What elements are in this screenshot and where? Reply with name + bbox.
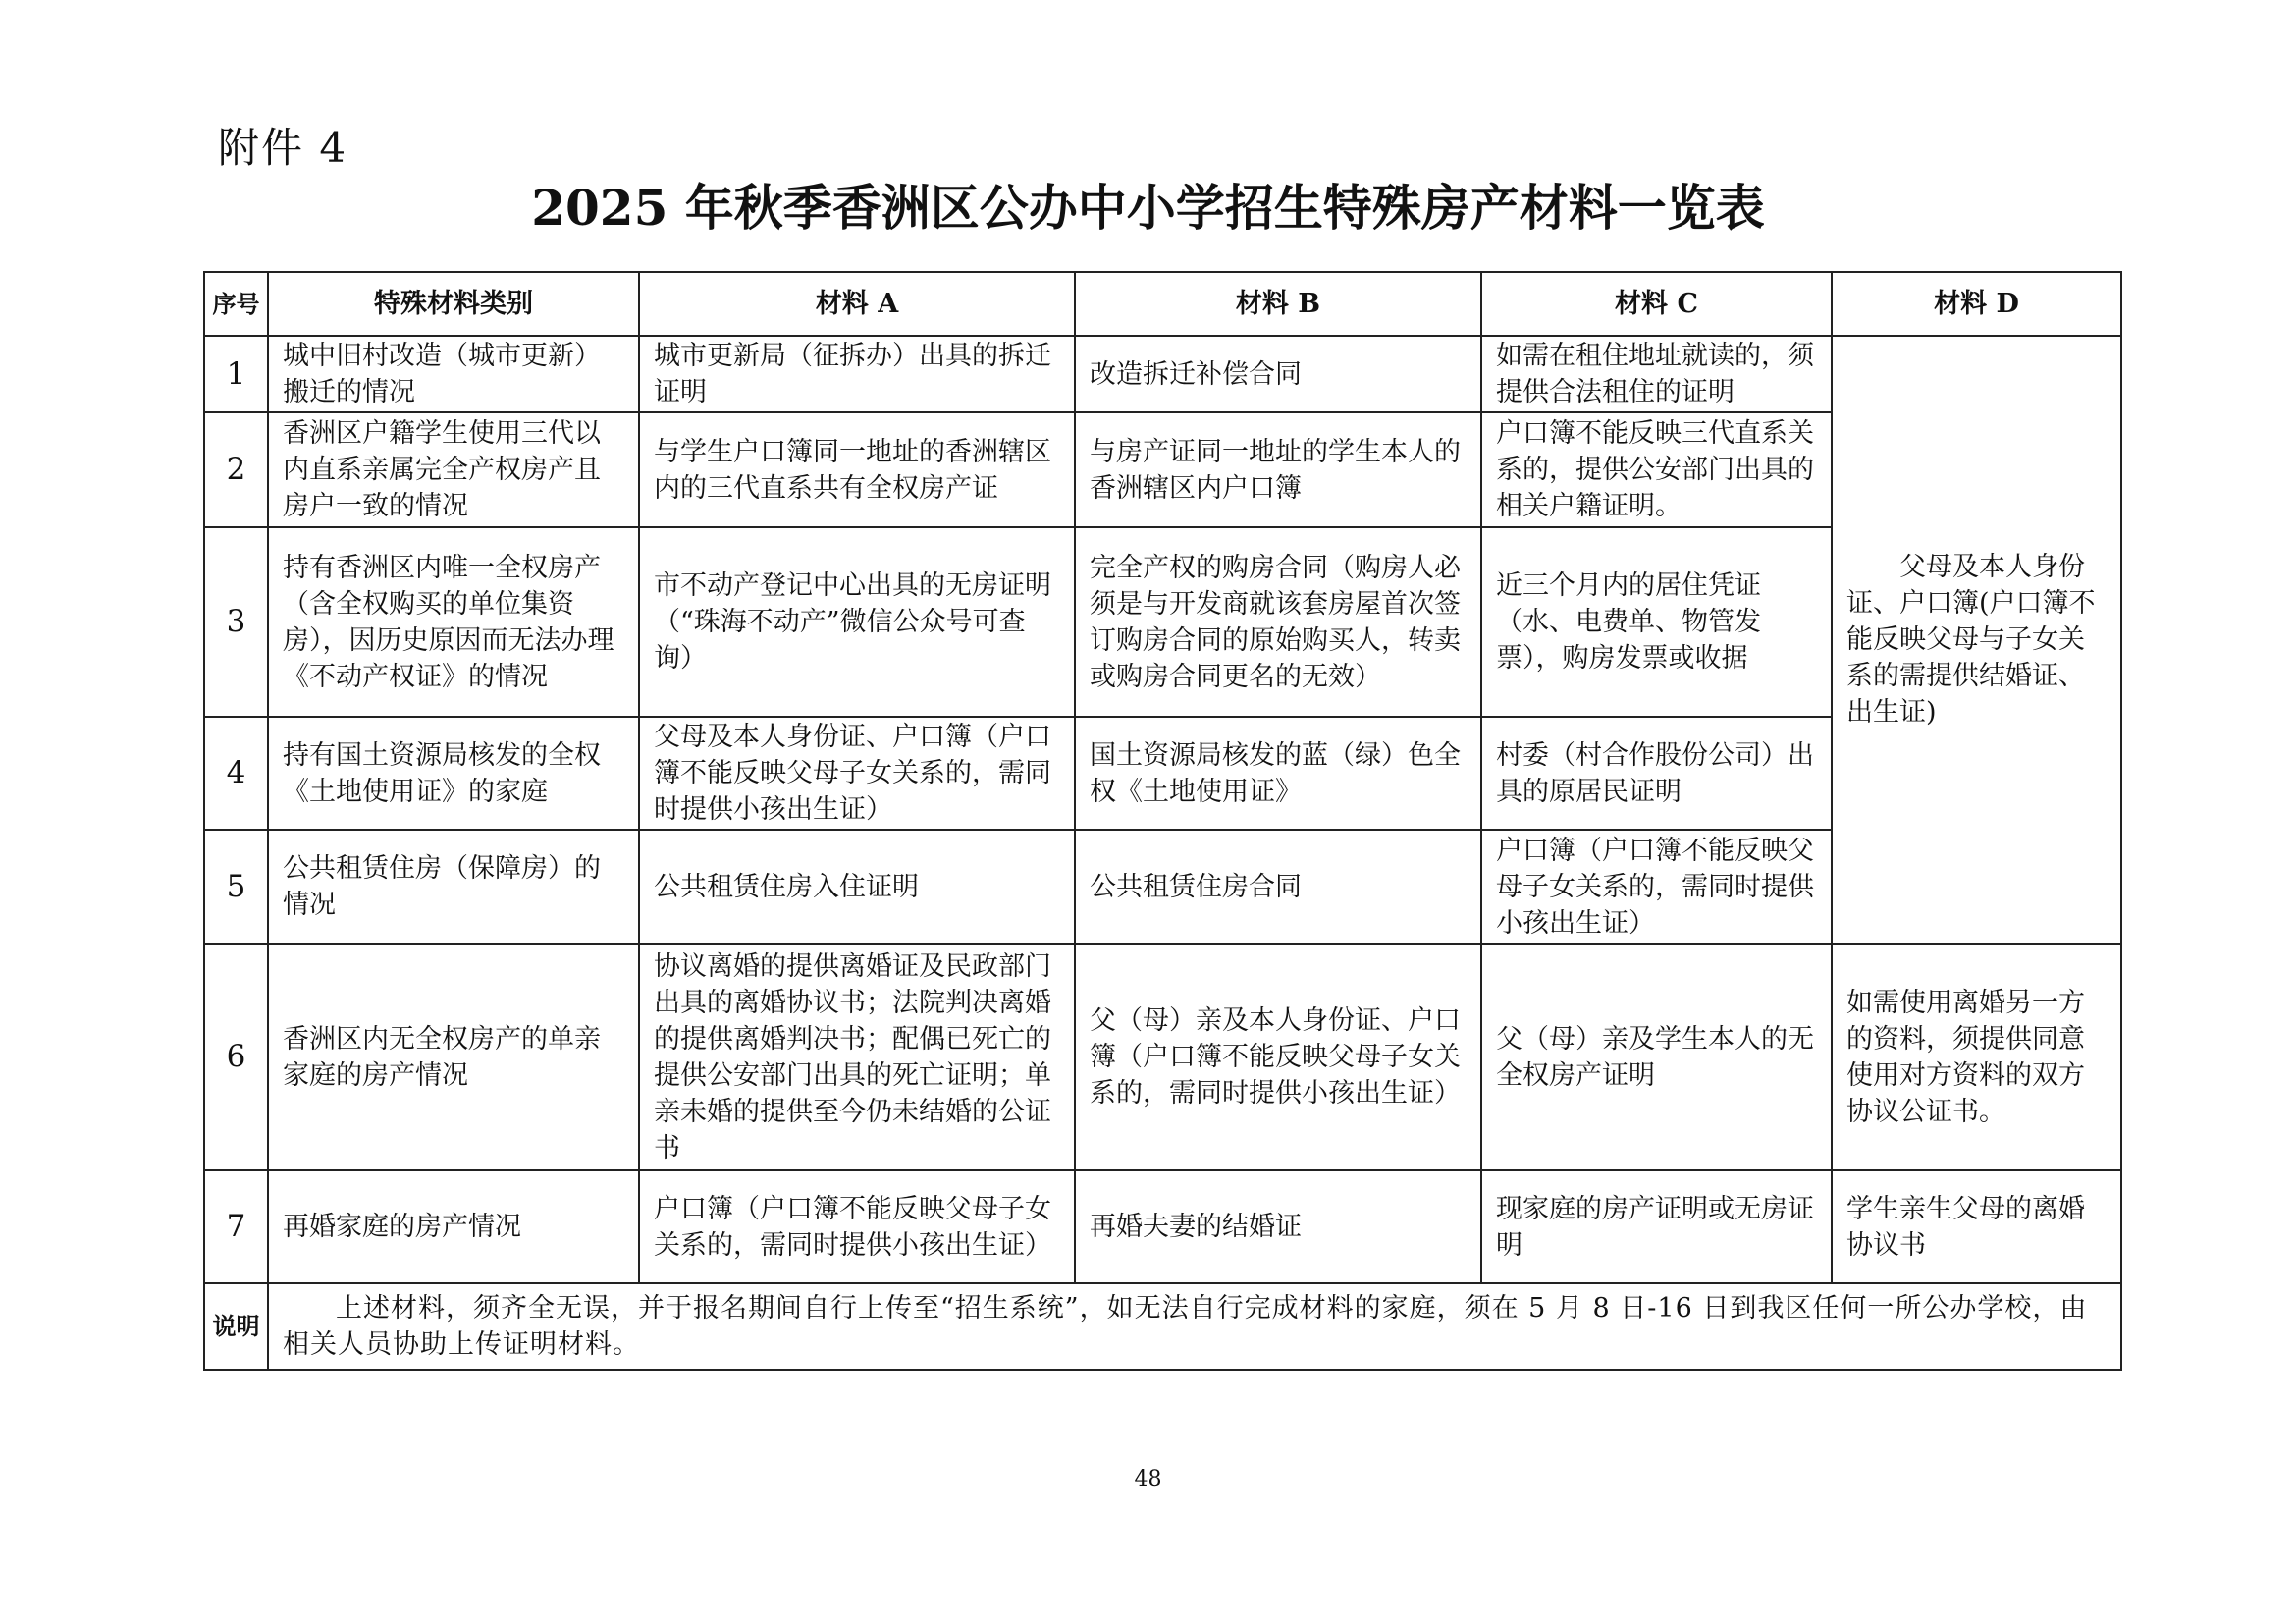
row-material-b: 父（母）亲及本人身份证、户口簿（户口簿不能反映父母子女关系的，需同时提供小孩出生证） (1075, 944, 1481, 1170)
row-material-d: 如需使用离婚另一方的资料，须提供同意使用对方资料的双方协议公证书。 (1832, 944, 2121, 1170)
table-row (204, 336, 2121, 412)
row-category: 持有香洲区内唯一全权房产（含全权购买的单位集资房），因历史原因而无法办理《不动产权证》的情况 (268, 527, 639, 717)
row-category: 城中旧村改造（城市更新）搬迁的情况 (268, 336, 639, 412)
row-material-b: 再婚夫妻的结婚证 (1075, 1170, 1481, 1283)
header-material-d: 材料 D (1832, 272, 2121, 336)
row-material-b: 改造拆迁补偿合同 (1075, 336, 1481, 412)
row-material-c: 现家庭的房产证明或无房证明 (1481, 1170, 1832, 1283)
note-row (204, 1283, 2121, 1370)
header-no: 序号 (204, 272, 268, 336)
row-material-c: 户口簿不能反映三代直系关系的，提供公安部门出具的相关户籍证明。 (1481, 412, 1832, 527)
attachment-label: 附件 4 (218, 124, 348, 172)
row-category: 公共租赁住房（保障房）的情况 (268, 830, 639, 944)
row-material-b: 国土资源局核发的蓝（绿）色全权《土地使用证》 (1075, 717, 1481, 830)
row-number: 4 (204, 717, 268, 830)
row-material-b: 完全产权的购房合同（购房人必须是与开发商就该套房屋首次签订购房合同的原始购买人，转卖或购房合同更名的无效） (1075, 527, 1481, 717)
row-material-c: 村委（村合作股份公司）出具的原居民证明 (1481, 717, 1832, 830)
page-title: 2025 年秋季香洲区公办中小学招生特殊房产材料一览表 (531, 179, 1765, 237)
materials-table (203, 271, 2122, 1371)
note-label: 说明 (204, 1283, 268, 1370)
row-material-a: 与学生户口簿同一地址的香洲辖区内的三代直系共有全权房产证 (639, 412, 1075, 527)
row-material-c: 近三个月内的居住凭证（水、电费单、物管发票），购房发票或收据 (1481, 527, 1832, 717)
row-material-a: 户口簿（户口簿不能反映父母子女关系的，需同时提供小孩出生证） (639, 1170, 1075, 1283)
row-number: 6 (204, 944, 268, 1170)
row-category: 再婚家庭的房产情况 (268, 1170, 639, 1283)
row-number: 5 (204, 830, 268, 944)
row-category: 持有国土资源局核发的全权《土地使用证》的家庭 (268, 717, 639, 830)
row-number: 3 (204, 527, 268, 717)
row-material-a: 父母及本人身份证、户口簿（户口簿不能反映父母子女关系的，需同时提供小孩出生证） (639, 717, 1075, 830)
row-number: 1 (204, 336, 268, 412)
page-number: 48 (1134, 1467, 1162, 1491)
row-material-c: 父（母）亲及学生本人的无全权房产证明 (1481, 944, 1832, 1170)
row-material-b: 公共租赁住房合同 (1075, 830, 1481, 944)
row-number: 2 (204, 412, 268, 527)
row-category: 香洲区内无全权房产的单亲家庭的房产情况 (268, 944, 639, 1170)
row-material-d: 学生亲生父母的离婚协议书 (1832, 1170, 2121, 1283)
header-material-a: 材料 A (639, 272, 1075, 336)
row-material-a: 市不动产登记中心出具的无房证明（“珠海不动产”微信公众号可查询） (639, 527, 1075, 717)
merged-material-d: 父母及本人身份证、户口簿(户口簿不能反映父母与子女关系的需提供结婚证、出生证) (1832, 336, 2121, 944)
row-material-a: 公共租赁住房入住证明 (639, 830, 1075, 944)
header-category: 特殊材料类别 (268, 272, 639, 336)
table-row (204, 944, 2121, 1170)
header-material-b: 材料 B (1075, 272, 1481, 336)
table-row (204, 1170, 2121, 1283)
header-material-c: 材料 C (1481, 272, 1832, 336)
note-text: 上述材料，须齐全无误，并于报名期间自行上传至“招生系统”，如无法自行完成材料的家庭，须在 5 月 8 日-16 日到我区任何一所公办学校，由相关人员协助上传证明材料。 (268, 1283, 2121, 1370)
row-material-a: 城市更新局（征拆办）出具的拆迁证明 (639, 336, 1075, 412)
row-material-c: 户口簿（户口簿不能反映父母子女关系的，需同时提供小孩出生证） (1481, 830, 1832, 944)
row-material-a: 协议离婚的提供离婚证及民政部门出具的离婚协议书；法院判决离婚的提供离婚判决书；配偶已死亡的提供公安部门出具的死亡证明；单亲未婚的提供至今仍未结婚的公证书 (639, 944, 1075, 1170)
row-material-c: 如需在租住地址就读的，须提供合法租住的证明 (1481, 336, 1832, 412)
row-category: 香洲区户籍学生使用三代以内直系亲属完全产权房产且房户一致的情况 (268, 412, 639, 527)
table-header-row (204, 272, 2121, 336)
row-material-b: 与房产证同一地址的学生本人的香洲辖区内户口簿 (1075, 412, 1481, 527)
row-number: 7 (204, 1170, 268, 1283)
